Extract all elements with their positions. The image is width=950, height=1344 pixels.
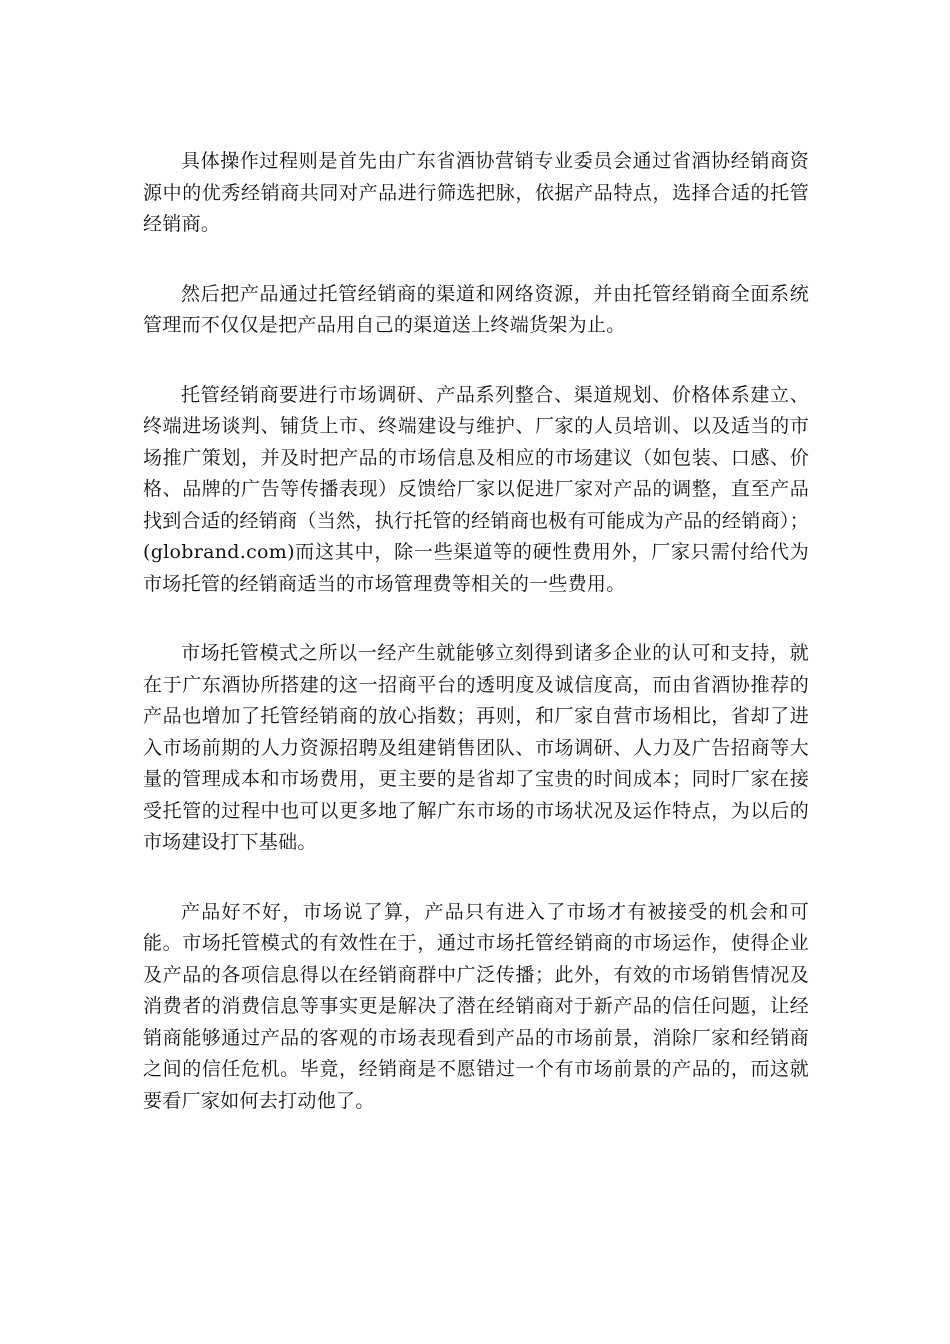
document-body xyxy=(143,146,809,1155)
paragraph-3: 托管经销商要进行市场调研、产品系列整合、渠道规划、价格体系建立、终端进场谈判、铺货上市、终端建设与维护、厂家的人员培训、以及适当的市场推广策划，并及时把产品的市场信息及相应的市场建议（如包装、口感、价格、品牌的广告等传播表现）反馈给厂家以促进厂家对产品的调整，直至产品找到合适的经销商（当然，执行托管的经销商也极有可能成为产品的经销商）；(globrand.com)而这其中，除一些渠道等的硬性费用外，厂家只需付给代为市场托管的经销商适当的市场管理费等相关的一些费用。 xyxy=(143,383,810,595)
paragraph-5: 产品好不好，市场说了算，产品只有进入了市场才有被接受的机会和可能。市场托管模式的有效性在于，通过市场托管经销商的市场运作，使得企业及产品的各项信息得以在经销商群中广泛传播；此外，有效的市场销售情况及消费者的消费信息等事实更是解决了潜在经销商对于新产品的信任问题，让经销商能够通过产品的客观的市场表现看到产品的市场前景，消除厂家和经销商之间的信任危机。毕竟，经销商是不愿错过一个有市场前景的产品的，而这就要看厂家如何去打动他了。 xyxy=(143,900,809,1112)
paragraph-4: 市场托管模式之所以一经产生就能够立刻得到诸多企业的认可和支持，就在于广东酒协所搭建的这一招商平台的透明度及诚信度高，而由省酒协推荐的产品也增加了托管经销商的放心指数；再则，和厂家自营市场相比，省却了进入市场前期的人力资源招聘及组建销售团队、市场调研、人力及广告招商等大量的管理成本和市场费用，更主要的是省却了宝贵的时间成本；同时厂家在接受托管的过程中也可以更多地了解广东市场的市场状况及运作特点，为以后的市场建设打下基础。 xyxy=(143,642,809,853)
paragraph-2: 然后把产品通过托管经销商的渠道和网络资源，并由托管经销商全面系统管理而不仅仅是把产品用自己的渠道送上终端货架为止。 xyxy=(143,282,809,336)
paragraph-1: 具体操作过程则是首先由广东省酒协营销专业委员会通过省酒协经销商资源中的优秀经销商共同对产品进行筛选把脉，依据产品特点，选择合适的托管经销商。 xyxy=(143,150,809,235)
